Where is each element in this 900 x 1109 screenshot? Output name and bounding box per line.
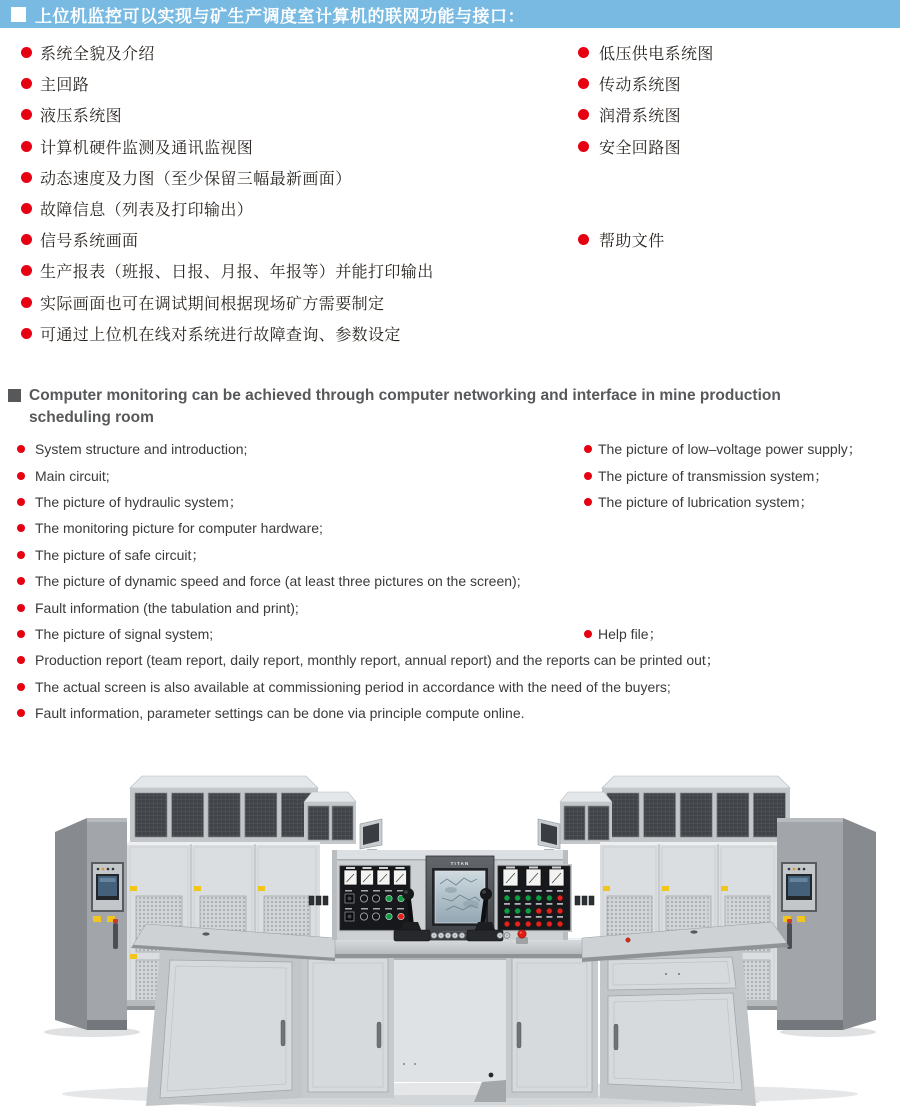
bullet-icon <box>584 630 592 638</box>
bullet-icon <box>17 472 25 480</box>
list-row <box>0 37 900 68</box>
bullet-icon <box>578 78 589 89</box>
list-item <box>578 135 900 158</box>
right-roof-vent <box>560 776 790 844</box>
list-item <box>0 197 578 220</box>
heading-square-icon <box>8 389 21 402</box>
terminal-blocks-right <box>575 896 594 905</box>
list-row <box>0 489 900 515</box>
list-item <box>0 545 584 565</box>
bullet-icon <box>17 524 25 532</box>
list-item <box>0 600 584 616</box>
list-item-label: The picture of transmission system； <box>598 467 829 484</box>
list-item-label: 信号系统画面 <box>40 233 139 251</box>
bullet-icon <box>578 141 589 152</box>
list-item-label: 系统全貌及介绍 <box>40 46 155 64</box>
list-row <box>0 287 900 318</box>
list-item-label: Fault information, parameter settings can be done via principle compute online. <box>35 705 525 722</box>
list-item <box>0 322 578 345</box>
list-row <box>0 193 900 224</box>
bullet-icon <box>17 551 25 559</box>
console-left-panel <box>338 864 412 932</box>
list-item <box>578 103 900 126</box>
list-item-label: 安全回路图 <box>599 139 682 157</box>
list-item-label: The picture of signal system; <box>35 625 214 642</box>
list-row <box>0 68 900 99</box>
title-line-1: Computer monitoring can be achieved through computer networking and interface in mine production <box>29 387 781 404</box>
bullet-icon <box>21 234 32 245</box>
bullet-icon <box>17 656 25 664</box>
bullet-icon <box>21 265 32 276</box>
list-item-label: 故障信息（列表及打印输出） <box>40 202 254 220</box>
list-row <box>0 674 900 700</box>
list-row <box>0 224 900 255</box>
bullet-icon <box>584 472 592 480</box>
list-item-label: The picture of lubrication system； <box>598 493 814 510</box>
list-row <box>0 647 900 673</box>
list-item-label: The actual screen is also available at commissioning period in accordance with the need of the buyers; <box>35 678 671 695</box>
list-item <box>0 679 671 695</box>
list-row <box>0 594 900 620</box>
list-item-label: 低压供电系统图 <box>599 46 714 64</box>
list-item <box>584 492 900 512</box>
list-item-label: Production report (team report, daily report, monthly report, annual report) and the reports can be printed out； <box>35 652 720 669</box>
list-item <box>584 466 900 486</box>
list-item-label: The picture of safe circuit； <box>35 546 206 563</box>
bullet-icon <box>17 604 25 612</box>
list-item <box>584 624 900 644</box>
bullet-icon <box>578 47 589 58</box>
bullet-icon <box>17 445 25 453</box>
en-feature-list <box>0 436 900 726</box>
bullet-icon <box>17 709 25 717</box>
list-item-label: Main circuit; <box>35 467 110 484</box>
bullet-icon <box>578 234 589 245</box>
list-item-label: The picture of dynamic speed and force (at least three pictures on the screen); <box>35 573 521 590</box>
bullet-icon <box>17 577 25 585</box>
bullet-icon <box>578 109 589 120</box>
bullet-icon <box>21 141 32 152</box>
bullet-icon <box>21 172 32 183</box>
list-row <box>0 700 900 726</box>
list-item-label: 帮助文件 <box>599 233 665 251</box>
list-item <box>0 103 578 126</box>
list-item <box>0 705 584 721</box>
list-item <box>0 41 578 64</box>
list-item <box>0 492 584 512</box>
bullet-icon <box>584 498 592 506</box>
equipment-photo <box>30 772 890 1107</box>
list-item <box>0 626 584 642</box>
list-item-label: Fault information (the tabulation and print); <box>35 599 299 616</box>
right-end-cabinet <box>777 818 876 1030</box>
header-square-icon <box>11 7 26 22</box>
list-row <box>0 621 900 647</box>
monitor-brand-label: TITAN <box>450 861 470 866</box>
list-item <box>584 439 900 459</box>
bullet-icon <box>21 47 32 58</box>
list-row <box>0 255 900 286</box>
section-title-cn: 上位机监控可以实现与矿生产调度室计算机的联网功能与接口： <box>35 6 525 26</box>
section-title-en <box>29 385 781 428</box>
console-right-panel <box>496 864 572 932</box>
bullet-icon <box>21 109 32 120</box>
list-item <box>0 291 578 314</box>
list-item <box>0 468 584 484</box>
right-end-panel <box>781 862 817 912</box>
terminal-blocks-left <box>309 896 328 905</box>
left-roof-vent <box>130 776 356 844</box>
title-line-2: scheduling room <box>29 408 154 426</box>
list-item <box>578 72 900 95</box>
list-row <box>0 462 900 488</box>
cn-feature-list <box>0 37 900 349</box>
right-panel-meters <box>503 867 564 887</box>
list-row <box>0 162 900 193</box>
list-row <box>0 318 900 349</box>
list-item-label: System structure and introduction; <box>35 441 248 458</box>
bullet-icon <box>17 683 25 691</box>
list-item-label: The monitoring picture for computer hardware; <box>35 520 323 537</box>
bullet-icon <box>21 328 32 339</box>
bullet-icon <box>21 203 32 214</box>
list-item <box>0 228 578 251</box>
list-item-label: 液压系统图 <box>40 108 123 126</box>
list-row <box>0 99 900 130</box>
section-header-cn <box>0 0 900 28</box>
list-item <box>0 520 584 536</box>
list-item <box>578 228 900 251</box>
list-item-label: 主回路 <box>40 77 90 95</box>
list-row <box>0 542 900 568</box>
list-item <box>0 650 720 670</box>
list-item <box>0 441 584 457</box>
list-item-label: The picture of hydraulic system； <box>35 493 243 510</box>
bullet-icon <box>21 297 32 308</box>
list-item <box>578 41 900 64</box>
left-end-panel <box>91 862 124 912</box>
list-item-label: Help file； <box>598 625 663 642</box>
bullet-icon <box>17 630 25 638</box>
list-item <box>0 166 578 189</box>
section-header-en <box>8 385 894 428</box>
list-item-label: 润滑系统图 <box>599 108 682 126</box>
bullet-icon <box>17 498 25 506</box>
bullet-icon <box>584 445 592 453</box>
list-item <box>0 135 578 158</box>
list-item <box>0 573 584 589</box>
list-item <box>0 259 578 282</box>
monitor-screen <box>435 871 485 923</box>
list-item <box>0 72 578 95</box>
left-end-cabinet <box>55 818 127 1030</box>
list-item-label: 动态速度及力图（至少保留三幅最新画面） <box>40 170 352 188</box>
list-item-label: 计算机硬件监测及通讯监视图 <box>40 139 254 157</box>
list-item-label: 实际画面也可在调试期间根据现场矿方需要制定 <box>40 295 385 313</box>
list-row <box>0 131 900 162</box>
list-item-label: 生产报表（班报、日报、月报、年报等）并能打印输出 <box>40 264 434 282</box>
console-pods <box>360 819 560 853</box>
bullet-icon <box>21 78 32 89</box>
list-item-label: 传动系统图 <box>599 77 682 95</box>
list-row <box>0 568 900 594</box>
list-row <box>0 515 900 541</box>
list-item-label: 可通过上位机在线对系统进行故障查询、参数设定 <box>40 326 401 344</box>
list-row <box>0 436 900 462</box>
list-item-label: The picture of low–voltage power supply； <box>598 441 862 458</box>
